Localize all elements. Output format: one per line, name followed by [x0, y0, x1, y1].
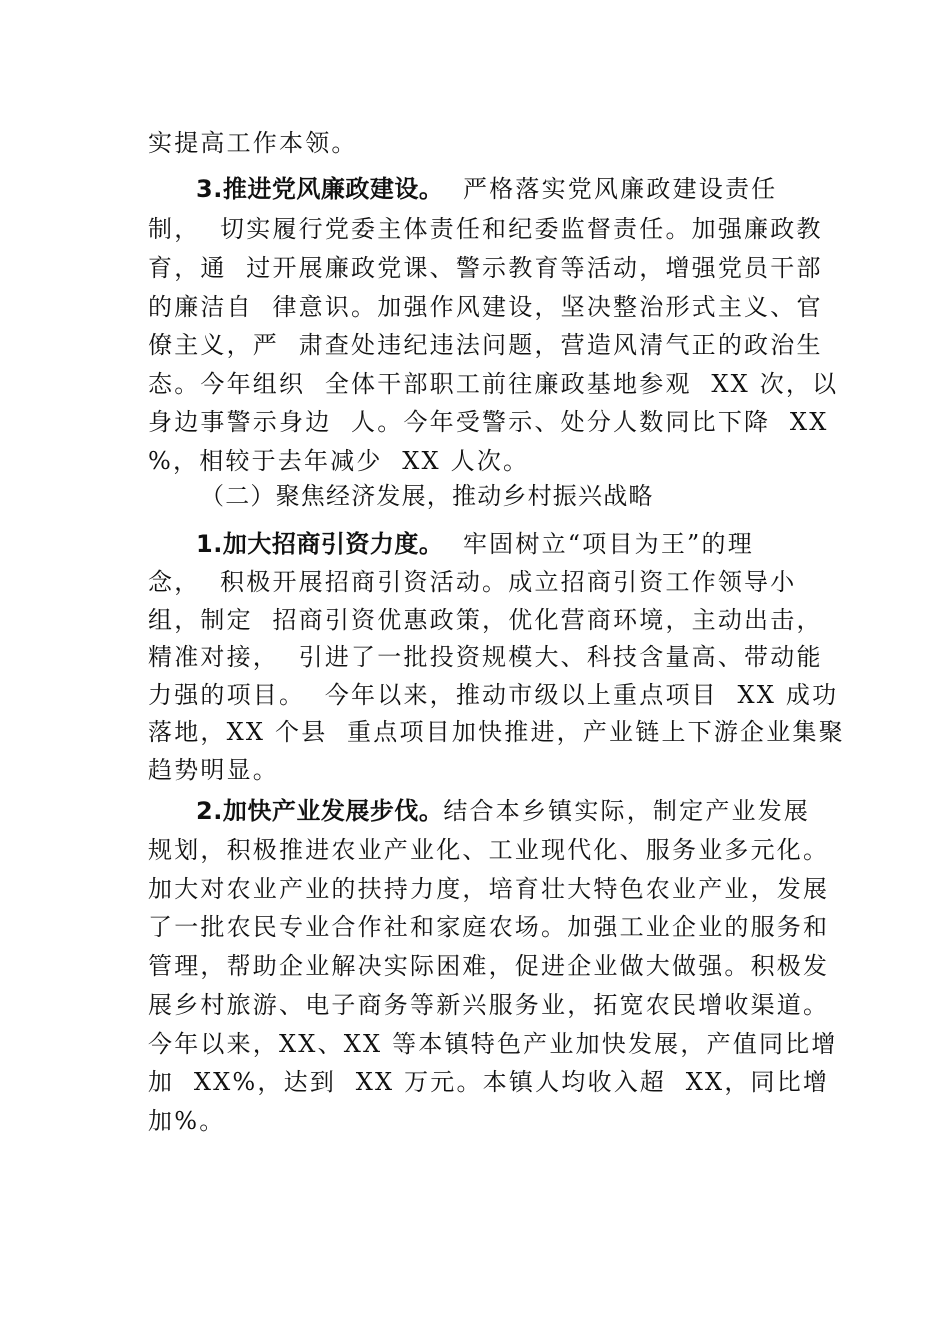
text-line: 趋势明显。 — [148, 756, 279, 784]
text-fragment: 严格落实党风廉政建设责任 — [443, 175, 778, 203]
text-line: 的廉洁自 律意识。加强作风建设，坚决整治形式主义、官 — [148, 293, 823, 321]
text-line: 僚主义，严 肃查处违纪违法问题，营造风清气正的政治生 — [148, 331, 823, 359]
text-line: 力强的项目。 今年以来，推动市级以上重点项目 XX 成功 — [148, 681, 839, 709]
text-line: 态。今年组织 全体干部职工前往廉政基地参观 XX 次，以 — [148, 370, 839, 398]
section-heading-line — [196, 796, 810, 826]
text-line: 今年以来，XX、XX 等本镇特色产业加快发展，产值同比增 — [148, 1030, 838, 1058]
section-heading-line — [196, 529, 754, 559]
section-heading: 3.推进党风廉政建设。 — [196, 175, 444, 203]
section-heading-line — [196, 174, 777, 204]
text-fragment: 结合本乡镇实际，制定产业发展 — [443, 797, 811, 825]
section-heading: 1.加大招商引资力度。 — [196, 530, 444, 558]
text-line: 念， 积极开展招商引资活动。成立招商引资工作领导小 — [148, 568, 797, 596]
text-line: 精准对接， 引进了一批投资规模大、科技含量高、带动能 — [148, 643, 823, 671]
text-line: 规划，积极推进农业产业化、工业现代化、服务业多元化。 — [148, 836, 830, 864]
text-line: 制， 切实履行党委主体责任和纪委监督责任。加强廉政教 — [148, 215, 823, 243]
text-fragment: 牢固树立“项目为王”的理 — [443, 530, 754, 558]
text-line: 加 XX%，达到 XX 万元。本镇人均收入超 XX，同比增 — [148, 1068, 830, 1096]
text-line: 管理，帮助企业解决实际困难，促进企业做大做强。积极发 — [148, 952, 830, 980]
text-line: %，相较于去年减少 XX 人次。 — [148, 447, 530, 475]
text-line: 加%。 — [148, 1107, 226, 1135]
subsection-heading: （二）聚焦经济发展，推动乡村振兴战略 — [200, 482, 654, 510]
text-line: 落地，XX 个县 重点项目加快推进，产业链上下游企业集聚 — [148, 718, 845, 746]
text-line: 育，通 过开展廉政党课、警示教育等活动，增强党员干部 — [148, 254, 823, 282]
text-line: 展乡村旅游、电子商务等新兴服务业，拓宽农民增收渠道。 — [148, 991, 830, 1019]
text-line: 实提高工作本领。 — [148, 129, 358, 157]
text-line: 组，制定 招商引资优惠政策，优化营商环境，主动出击， — [148, 606, 823, 634]
section-heading: 2.加快产业发展步伐。 — [196, 797, 444, 825]
text-line: 加大对农业产业的扶持力度，培育壮大特色农业产业，发展 — [148, 875, 830, 903]
text-line: 了一批农民专业合作社和家庭农场。加强工业企业的服务和 — [148, 913, 830, 941]
text-line: 身边事警示身边 人。今年受警示、处分人数同比下降 XX — [148, 408, 829, 436]
